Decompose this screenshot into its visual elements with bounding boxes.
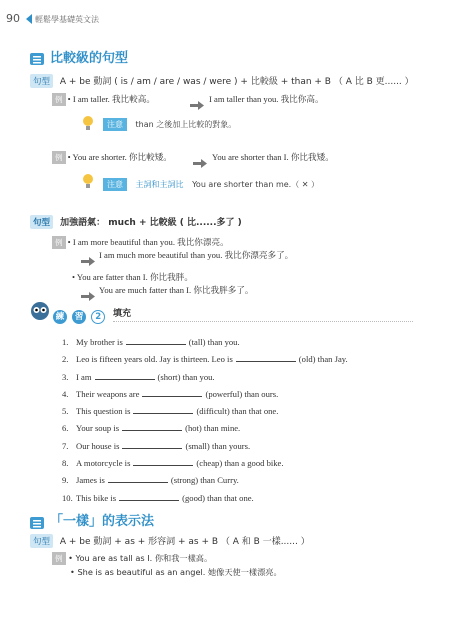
note-2-wrong: You are shorter than me.（ ✕ ） xyxy=(192,180,319,189)
exercise-item-number: 1. xyxy=(62,337,69,347)
pattern-tag: 句型 xyxy=(30,74,53,88)
section-2-pattern-text: A + be 動詞 + as + 形容詞 + as + B （ A 和 B 一樣...... ） xyxy=(59,537,310,547)
exercise-item-text: This bike is xyxy=(76,492,117,503)
exercise-item-hint: (good) than that one. xyxy=(182,492,254,503)
book-title: 輕鬆學基礎英文法 xyxy=(35,15,99,24)
exercise-item-number: 4. xyxy=(62,388,69,399)
exercise-item-number: 10. xyxy=(62,492,73,503)
exercise-item-number: 3. xyxy=(62,371,69,382)
note-2-rule: 主詞和主詞比 xyxy=(135,180,184,189)
example-3b: I am much more beautiful than you. 我比你漂亮多了。 xyxy=(99,250,294,260)
exercise-item-text: My brother is xyxy=(76,337,123,347)
answer-blank[interactable] xyxy=(108,475,168,483)
example-tag: 例 xyxy=(52,151,66,164)
example-row-3: 例 • I am more beautiful than you. 我比你漂亮。 xyxy=(52,236,229,249)
exercise-item xyxy=(62,421,422,438)
note-2 xyxy=(103,178,319,191)
section-title: 比較級的句型 xyxy=(50,51,129,66)
exercise-item-hint: (tall) than you. xyxy=(188,337,240,347)
exercise-item-number: 9. xyxy=(62,475,69,486)
arrow-icon xyxy=(81,251,95,270)
answer-blank[interactable] xyxy=(126,337,186,345)
exercise-item xyxy=(62,404,422,421)
exercise-item xyxy=(62,352,422,369)
exercise-item-text: I am xyxy=(76,371,92,382)
answer-blank[interactable] xyxy=(119,493,179,501)
exercise-item-text: A motorcycle is xyxy=(76,458,131,469)
exercise-item xyxy=(62,387,422,404)
lightbulb-icon xyxy=(80,114,96,136)
example-row-2: 例 • You are shorter. 你比較矮。 xyxy=(52,151,172,164)
example-2-left: You are shorter. 你比較矮。 xyxy=(72,152,172,162)
arrow-icon xyxy=(193,153,207,172)
example-1-left: I am taller. 我比較高。 xyxy=(72,94,155,104)
exercise-number: 2 xyxy=(91,310,105,324)
exercise-item xyxy=(62,335,422,352)
example-1-right: I am taller than you. 我比你高。 xyxy=(209,94,324,104)
example-4b: You are much fatter than I. 你比我胖多了。 xyxy=(99,285,254,295)
exercise-item-hint: (old) than Jay. xyxy=(298,354,348,365)
answer-blank[interactable] xyxy=(122,441,182,449)
pattern-tag: 句型 xyxy=(30,215,53,229)
example-row-1: 例 • I am taller. 我比較高。 xyxy=(52,93,155,106)
arrow-icon xyxy=(81,286,95,305)
answer-blank[interactable] xyxy=(133,406,193,414)
page-number: 90 xyxy=(6,12,20,25)
pattern-line xyxy=(30,74,414,88)
example-3a: I am more beautiful than you. 我比你漂亮。 xyxy=(72,237,229,247)
section-icon xyxy=(30,514,44,526)
exercise-badge-a: 練 xyxy=(53,310,67,324)
answer-blank[interactable] xyxy=(122,423,182,431)
exercise-item-number: 7. xyxy=(62,440,69,451)
exercise-item xyxy=(62,439,422,456)
exercise-item-number: 8. xyxy=(62,458,69,469)
exercise-item-hint: (cheap) than a good bike. xyxy=(196,458,284,469)
answer-blank[interactable] xyxy=(236,354,296,362)
exercise-item xyxy=(62,370,422,387)
section-2-example-2: • She is as beautiful as an angel. 她像天使一樣漂亮。 xyxy=(70,567,282,577)
exercise-badge-b: 習 xyxy=(72,310,86,324)
pattern-text: A + be 動詞 ( is / am / are / was / were ) + 比較級 + than + B （ A 比 B 更...... ） xyxy=(59,77,414,87)
exercise-item xyxy=(62,491,422,508)
exercise-item-text: Their weapons are xyxy=(76,388,140,399)
exercise-item-text: James is xyxy=(76,475,105,486)
exercise-title: 填充 xyxy=(113,309,132,319)
exercise-badge xyxy=(53,304,105,324)
arrow-icon xyxy=(190,95,204,114)
pattern-2-text: 加強語氣： much + 比較級 ( 比......多了 ) xyxy=(60,218,242,228)
exercise-item-hint: (small) than yours. xyxy=(185,440,251,451)
answer-blank[interactable] xyxy=(95,372,155,380)
owl-icon xyxy=(30,301,50,325)
exercise-item-number: 6. xyxy=(62,423,69,434)
lightbulb-icon xyxy=(80,172,96,194)
divider xyxy=(113,321,413,322)
section-2-example-1: 例 • You are as tall as I. 你和我一樣高。 xyxy=(52,552,212,565)
exercise-item-text: This question is xyxy=(76,406,131,417)
header-arrow-icon xyxy=(26,14,32,24)
pattern-2-line xyxy=(30,215,242,229)
exercise-item-hint: (strong) than Curry. xyxy=(170,475,239,486)
note-tag: 注意 xyxy=(103,178,127,191)
exercise-list xyxy=(62,335,422,508)
exercise-item-text: Our house is xyxy=(76,440,120,451)
exercise-item-hint: (short) than you. xyxy=(157,371,215,382)
section-2-title: 「一樣」的表示法 xyxy=(50,514,155,529)
exercise-item-text: Your soup is xyxy=(76,423,120,434)
example-2-right: You are shorter than I. 你比我矮。 xyxy=(212,152,334,162)
exercise-item-number: 2. xyxy=(62,354,69,365)
exercise-item-number: 5. xyxy=(62,406,69,417)
section-icon xyxy=(30,50,44,62)
exercise-item-hint: (hot) than mine. xyxy=(185,423,241,434)
section-2-pattern xyxy=(30,534,310,548)
answer-blank[interactable] xyxy=(142,389,202,397)
exercise-item xyxy=(62,456,422,473)
answer-blank[interactable] xyxy=(133,458,193,466)
exercise-item xyxy=(62,473,422,490)
note-1 xyxy=(103,118,236,131)
pattern-tag: 句型 xyxy=(30,534,53,548)
note-tag: 注意 xyxy=(103,118,127,131)
note-1-text: than 之後加上比較的對象。 xyxy=(135,120,237,129)
example-tag: 例 xyxy=(52,93,66,106)
example-tag: 例 xyxy=(52,552,66,565)
example-4a: • You are fatter than I. 你比我胖。 xyxy=(72,272,193,282)
exercise-item-text: Leo is fifteen years old. Jay is thirteen. Leo is xyxy=(76,354,233,365)
example-tag: 例 xyxy=(52,236,66,249)
exercise-item-hint: (powerful) than ours. xyxy=(205,388,279,399)
exercise-item-hint: (difficult) than that one. xyxy=(196,406,279,417)
